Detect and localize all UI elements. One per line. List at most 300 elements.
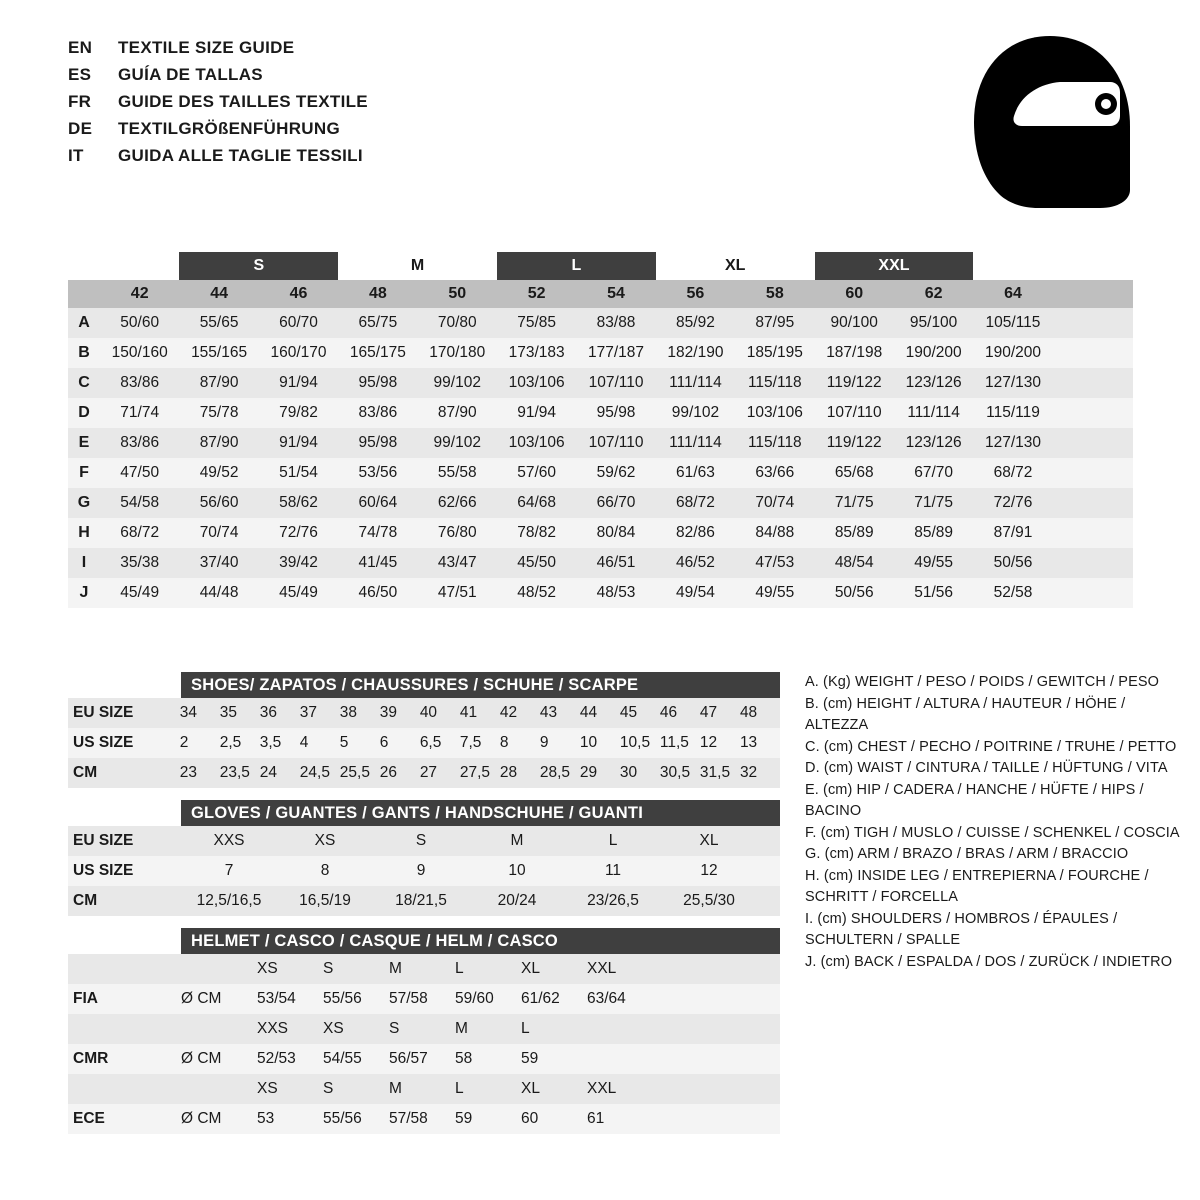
- table-cell: 70/74: [755, 494, 795, 511]
- shoes-cell: 25,5: [339, 764, 370, 781]
- table-cell: 49/55: [755, 584, 795, 601]
- table-cell: 66/70: [596, 494, 636, 511]
- row-label: A: [78, 314, 90, 331]
- header-text-fr: GUIDE DES TAILLES TEXTILE: [118, 92, 368, 111]
- shoes-cell: 10: [579, 734, 598, 751]
- table-cell: 115/118: [747, 434, 802, 451]
- table-cell: 41/45: [358, 554, 398, 571]
- helmet-head-cell: XXS: [257, 1020, 289, 1037]
- helmet-head-cell: S: [323, 1080, 334, 1097]
- helmet-head-cell: M: [389, 960, 402, 977]
- table-cell: 87/90: [199, 374, 239, 391]
- legend-item: I. (cm) SHOULDERS / HOMBROS / ÉPAULES /: [805, 910, 1118, 927]
- table-cell: 46/50: [358, 584, 398, 601]
- table-cell: 103/106: [746, 404, 803, 421]
- helmet-cell: 61/62: [521, 990, 560, 1007]
- spacer: [68, 916, 780, 928]
- header-line: [68, 65, 368, 92]
- legend-item-cont: SCHRITT / FORCELLA: [805, 889, 959, 905]
- header-line: [68, 119, 368, 146]
- group-xxl: XXL: [815, 252, 974, 280]
- shoes-cell: 37: [299, 704, 318, 721]
- shoes-row-eu: [68, 698, 780, 728]
- shoes-cell: 23: [179, 764, 197, 781]
- spacer: [68, 788, 780, 800]
- gloves-cell: 20/24: [497, 892, 537, 909]
- table-cell: 46/51: [596, 554, 636, 571]
- table-cell: 105/115: [985, 314, 1041, 331]
- shoes-cell: 30: [619, 764, 638, 781]
- table-cell: 72/76: [993, 494, 1033, 511]
- shoes-cell: 46: [659, 704, 678, 721]
- gloves-cell: 12,5/16,5: [196, 892, 262, 909]
- shoes-cell: 28: [499, 764, 518, 781]
- size-number-row: [68, 280, 1133, 308]
- header-block: [68, 38, 368, 173]
- table-cell: 65/68: [834, 464, 874, 481]
- shoes-cell: 27,5: [459, 764, 490, 781]
- helmet-head-cell: L: [521, 1020, 530, 1037]
- helmet-cell: 53/54: [257, 990, 296, 1007]
- table-cell: 91/94: [279, 434, 318, 451]
- table-cell: 85/89: [834, 524, 874, 541]
- row-label: G: [77, 494, 91, 511]
- table-cell: 83/86: [120, 434, 160, 451]
- table-cell: 65/75: [358, 314, 398, 331]
- table-cell: 155/165: [191, 344, 248, 361]
- table-row: [68, 488, 1133, 518]
- shoes-section-title: SHOES/ ZAPATOS / CHAUSSURES / SCHUHE / SCARPE: [181, 672, 780, 698]
- helmet-unit: Ø CM: [181, 990, 222, 1007]
- helmet-cell: 59: [455, 1110, 473, 1127]
- shoes-cell: 12: [699, 734, 718, 751]
- group-m: M: [410, 257, 425, 274]
- gloves-cell: 16,5/19: [299, 892, 351, 909]
- gloves-cell: 10: [508, 862, 526, 879]
- table-cell: 72/76: [279, 524, 318, 541]
- table-row: [68, 518, 1133, 548]
- table-cell: 52/58: [993, 584, 1033, 601]
- table-cell: 50/60: [120, 314, 160, 331]
- table-cell: 123/126: [905, 434, 962, 451]
- helmet-head-cell: S: [323, 960, 334, 977]
- table-cell: 150/160: [111, 344, 168, 361]
- helmet-cell: 53: [257, 1110, 275, 1127]
- gloves-row-us: [68, 856, 780, 886]
- group-l: L: [497, 252, 656, 280]
- table-cell: 99/102: [433, 434, 481, 451]
- gloves-row-cm: [68, 886, 780, 916]
- shoes-row-cm: [68, 758, 780, 788]
- helmet-fia-head: [68, 954, 780, 984]
- measurement-legend: [805, 672, 1185, 973]
- helmet-ece-head: [68, 1074, 780, 1104]
- header-line: [68, 92, 368, 119]
- helmet-head-cell: XXL: [587, 1080, 617, 1097]
- helmet-fia-row: [68, 984, 780, 1014]
- table-cell: 75/85: [517, 314, 557, 331]
- table-cell: 95/98: [596, 404, 636, 421]
- shoes-cell: 47: [699, 704, 718, 721]
- shoes-cell: 39: [379, 704, 398, 721]
- shoes-cell: 4: [299, 734, 309, 751]
- size-number: 54: [607, 285, 625, 302]
- table-row: [68, 398, 1133, 428]
- table-cell: 87/91: [993, 524, 1033, 541]
- table-row: [68, 578, 1133, 608]
- helmet-ece-row: [68, 1104, 780, 1134]
- table-cell: 49/52: [199, 464, 239, 481]
- helmet-cmr-row: [68, 1044, 780, 1074]
- helmet-head-cell: L: [455, 1080, 464, 1097]
- shoes-cell: 6: [379, 734, 389, 751]
- row-label: EU SIZE: [73, 704, 134, 721]
- table-cell: 70/74: [199, 524, 239, 541]
- legend-item: F. (cm) TIGH / MUSLO / CUISSE / SCHENKEL / COSCIA: [805, 824, 1180, 841]
- row-label: J: [79, 584, 89, 601]
- helmet-cell: 59: [521, 1050, 539, 1067]
- header-lang-en: EN: [68, 38, 93, 57]
- table-cell: 45/50: [517, 554, 557, 571]
- helmet-cell: 52/53: [257, 1050, 296, 1067]
- helmet-cmr-head: [68, 1014, 780, 1044]
- shoes-cell: 8: [499, 734, 509, 751]
- helmet-cell: 55/56: [323, 1110, 362, 1127]
- table-cell: 57/60: [517, 464, 557, 481]
- gloves-row-eu: [68, 826, 780, 856]
- table-cell: 56/60: [199, 494, 239, 511]
- table-cell: 185/195: [746, 344, 803, 361]
- helmet-cell: 57/58: [389, 1110, 428, 1127]
- group-empty-right: [973, 252, 1052, 280]
- row-label: FIA: [73, 990, 98, 1007]
- header-lang-fr: FR: [68, 92, 92, 111]
- group-xl: XL: [724, 257, 746, 274]
- table-cell: 190/200: [905, 344, 962, 361]
- table-cell: 43/47: [437, 554, 477, 571]
- row-label: CM: [73, 764, 98, 781]
- helmet-cell: 60: [521, 1110, 539, 1127]
- gloves-cell: 7: [224, 862, 234, 879]
- header-text-de: TEXTILGRÖßENFÜHRUNG: [118, 119, 340, 138]
- row-label: US SIZE: [73, 734, 134, 751]
- table-cell: 95/98: [358, 434, 398, 451]
- shoes-cell: 24,5: [299, 764, 330, 781]
- table-cell: 71/74: [120, 404, 160, 421]
- table-cell: 71/75: [834, 494, 874, 511]
- row-label: E: [78, 434, 90, 451]
- helmet-head-cell: XS: [257, 960, 278, 977]
- table-cell: 48/54: [834, 554, 874, 571]
- helmet-head-cell: XS: [323, 1020, 344, 1037]
- table-cell: 80/84: [596, 524, 636, 541]
- table-cell: 64/68: [517, 494, 557, 511]
- shoes-cell: 2: [179, 734, 189, 751]
- table-cell: 82/86: [676, 524, 715, 541]
- shoes-cell: 3,5: [259, 734, 282, 751]
- shoes-cell: 28,5: [539, 764, 571, 781]
- helmet-head-cell: XS: [257, 1080, 278, 1097]
- table-cell: 50/56: [993, 554, 1033, 571]
- table-cell: 75/78: [199, 404, 239, 421]
- size-number: 64: [1004, 285, 1022, 302]
- table-cell: 47/53: [755, 554, 795, 571]
- table-cell: 99/102: [433, 374, 481, 391]
- table-cell: 54/58: [120, 494, 160, 511]
- size-number: 52: [527, 285, 546, 302]
- table-cell: 127/130: [984, 374, 1041, 391]
- gloves-cell: XXS: [213, 832, 245, 849]
- table-cell: 119/122: [826, 434, 882, 451]
- table-cell: 127/130: [984, 434, 1041, 451]
- shoes-row-us: [68, 728, 780, 758]
- size-number: 58: [765, 285, 784, 302]
- shoes-cell: 38: [339, 704, 358, 721]
- table-cell: 59/62: [596, 464, 636, 481]
- helmet-cell: 58: [455, 1050, 473, 1067]
- helmet-head-cell: XXL: [587, 960, 617, 977]
- table-row: [68, 548, 1133, 578]
- size-number: 62: [924, 285, 943, 302]
- helmet-unit: Ø CM: [181, 1050, 222, 1067]
- helmet-cell: 55/56: [323, 990, 362, 1007]
- shoes-cell: 27: [419, 764, 438, 781]
- helmet-cell: 61: [587, 1110, 605, 1127]
- table-cell: 103/106: [508, 374, 565, 391]
- row-label: C: [78, 374, 90, 391]
- header-line: [68, 38, 368, 65]
- size-number: 44: [210, 285, 228, 302]
- shoes-cell: 24: [259, 764, 277, 781]
- table-cell: 55/58: [437, 464, 477, 481]
- shoes-cell: 23,5: [219, 764, 250, 781]
- size-number: 60: [845, 285, 864, 302]
- row-label: F: [79, 464, 89, 481]
- table-cell: 115/119: [986, 404, 1040, 421]
- lower-tables: [68, 672, 780, 1134]
- table-cell: 45/49: [279, 584, 318, 601]
- legend-item: E. (cm) HIP / CADERA / HANCHE / HÜFTE / HIPS / BACINO: [805, 781, 1144, 819]
- shoes-cell: 43: [539, 704, 558, 721]
- table-cell: 37/40: [199, 554, 239, 571]
- table-cell: 91/94: [279, 374, 318, 391]
- table-cell: 107/110: [826, 404, 882, 421]
- table-cell: 187/198: [826, 344, 883, 361]
- table-cell: 68/72: [120, 524, 160, 541]
- table-cell: 85/92: [676, 314, 715, 331]
- shoes-cell: 44: [579, 704, 598, 721]
- table-cell: 111/114: [669, 434, 722, 451]
- table-cell: 60/64: [358, 494, 398, 511]
- table-cell: 83/88: [596, 314, 636, 331]
- legend-item: B. (cm) HEIGHT / ALTURA / HAUTEUR / HÖHE / ALTEZZA: [805, 695, 1126, 733]
- table-cell: 115/118: [747, 374, 802, 391]
- gloves-cell: 12: [700, 862, 718, 879]
- table-cell: 182/190: [667, 344, 724, 361]
- shoes-cell: 10,5: [619, 734, 651, 751]
- table-cell: 87/90: [199, 434, 239, 451]
- shoes-cell: 11,5: [659, 734, 689, 751]
- header-lang-de: DE: [68, 119, 93, 138]
- table-cell: 79/82: [279, 404, 318, 421]
- table-cell: 78/82: [517, 524, 557, 541]
- shoes-cell: 29: [579, 764, 598, 781]
- header-lang-es: ES: [68, 65, 92, 84]
- table-cell: 90/100: [830, 314, 878, 331]
- gloves-cell: M: [510, 832, 524, 849]
- gloves-cell: 8: [320, 862, 330, 879]
- row-label: ECE: [73, 1110, 105, 1127]
- helmet-head-cell: M: [389, 1080, 402, 1097]
- table-cell: 49/55: [914, 554, 953, 571]
- group-spacer: [68, 252, 100, 280]
- row-label: US SIZE: [73, 862, 134, 879]
- table-cell: 123/126: [905, 374, 962, 391]
- helmet-head-cell: S: [389, 1020, 400, 1037]
- table-cell: 107/110: [588, 434, 644, 451]
- table-cell: 58/62: [279, 494, 318, 511]
- table-cell: 177/187: [588, 344, 645, 361]
- helmet-cell: 54/55: [323, 1050, 362, 1067]
- table-cell: 47/51: [437, 584, 477, 601]
- table-row: [68, 308, 1133, 338]
- table-cell: 99/102: [671, 404, 720, 421]
- table-cell: 85/89: [914, 524, 953, 541]
- shoes-cell: 7,5: [459, 734, 482, 751]
- header-text-es: GUÍA DE TALLAS: [118, 65, 263, 84]
- helmet-head-cell: L: [455, 960, 464, 977]
- gloves-cell: L: [608, 832, 618, 849]
- gloves-cell: S: [415, 832, 427, 849]
- table-cell: 53/56: [358, 464, 398, 481]
- helmet-head-cell: XL: [521, 1080, 540, 1097]
- table-cell: 84/88: [755, 524, 795, 541]
- shoes-cell: 48: [739, 704, 758, 721]
- header-text-it: GUIDA ALLE TAGLIE TESSILI: [118, 146, 363, 165]
- table-cell: 68/72: [676, 494, 715, 511]
- table-cell: 70/80: [437, 314, 477, 331]
- group-s: S: [179, 252, 338, 280]
- gloves-cell: 9: [416, 862, 426, 879]
- table-cell: 170/180: [429, 344, 486, 361]
- table-cell: 165/175: [349, 344, 406, 361]
- table-cell: 44/48: [199, 584, 239, 601]
- size-number: 56: [686, 285, 705, 302]
- shoes-cell: 6,5: [419, 734, 442, 751]
- shoes-cell: 40: [419, 704, 438, 721]
- row-label: H: [78, 524, 90, 541]
- table-cell: 48/53: [596, 584, 636, 601]
- table-cell: 87/90: [437, 404, 477, 421]
- shoes-cell: 2,5: [219, 734, 242, 751]
- shoes-cell: 13: [739, 734, 758, 751]
- table-cell: 68/72: [993, 464, 1033, 481]
- table-cell: 74/78: [358, 524, 398, 541]
- shoes-cell: 36: [259, 704, 277, 721]
- table-cell: 160/170: [270, 344, 327, 361]
- table-cell: 76/80: [437, 524, 477, 541]
- table-cell: 48/52: [517, 584, 557, 601]
- legend-item: J. (cm) BACK / ESPALDA / DOS / ZURÜCK / INDIETRO: [805, 953, 1173, 970]
- shoes-cell: 5: [339, 734, 349, 751]
- gloves-cell: 23/26,5: [587, 892, 639, 909]
- table-cell: 60/70: [279, 314, 318, 331]
- shoes-cell: 32: [739, 764, 758, 781]
- legend-item: A. (Kg) WEIGHT / PESO / POIDS / GEWITCH / PESO: [805, 674, 1159, 690]
- table-cell: 87/95: [755, 314, 795, 331]
- header-line: [68, 146, 368, 173]
- helmet-cell: 57/58: [389, 990, 428, 1007]
- gloves-cell: 18/21,5: [395, 892, 447, 909]
- table-cell: 190/200: [984, 344, 1041, 361]
- row-label: B: [78, 344, 90, 361]
- size-number: 48: [368, 285, 387, 302]
- table-cell: 45/49: [120, 584, 160, 601]
- header-text-en: TEXTILE SIZE GUIDE: [118, 38, 295, 57]
- shoes-cell: 35: [219, 704, 237, 721]
- legend-item: H. (cm) INSIDE LEG / ENTREPIERNA / FOURCHE /: [805, 867, 1149, 884]
- header-lang-it: IT: [68, 146, 84, 165]
- table-cell: 35/38: [120, 554, 160, 571]
- helmet-head-cell: XL: [521, 960, 540, 977]
- table-cell: 83/86: [120, 374, 160, 391]
- table-cell: 91/94: [517, 404, 557, 421]
- table-cell: 95/100: [909, 314, 958, 331]
- shoes-cell: 30,5: [659, 764, 691, 781]
- table-cell: 71/75: [914, 494, 953, 511]
- table-cell: 51/56: [914, 584, 953, 601]
- size-number: 42: [130, 285, 149, 302]
- table-cell: 107/110: [588, 374, 644, 391]
- table-cell: 39/42: [279, 554, 318, 571]
- row-label: I: [81, 554, 87, 571]
- table-cell: 103/106: [508, 434, 565, 451]
- legend-item: G. (cm) ARM / BRAZO / BRAS / ARM / BRACCIO: [805, 846, 1129, 862]
- legend-item: C. (cm) CHEST / PECHO / POITRINE / TRUHE / PETTO: [805, 738, 1177, 755]
- racing-helmet-icon: [960, 30, 1140, 215]
- legend-item-cont: SCHULTERN / SPALLE: [805, 932, 961, 948]
- gloves-cell: XL: [699, 832, 719, 849]
- table-cell: 63/66: [755, 464, 795, 481]
- table-cell: 119/122: [826, 374, 882, 391]
- table-cell: 111/114: [669, 374, 722, 391]
- size-group-row: [68, 252, 1133, 280]
- shoes-cell: 26: [379, 764, 398, 781]
- shoes-cell: 9: [539, 734, 549, 751]
- table-cell: 47/50: [120, 464, 160, 481]
- row-label: D: [78, 404, 90, 421]
- group-empty-left: [100, 252, 179, 280]
- legend-item: D. (cm) WAIST / CINTURA / TAILLE / HÜFTUNG / VITA: [805, 760, 1168, 776]
- size-number: 50: [448, 285, 467, 302]
- table-cell: 111/114: [907, 404, 960, 421]
- num-spacer: [68, 280, 100, 308]
- helmet-head-cell: M: [455, 1020, 468, 1037]
- row-label: CM: [73, 892, 98, 909]
- helmet-cell: 59/60: [455, 990, 494, 1007]
- table-row: [68, 458, 1133, 488]
- shoes-cell: 31,5: [699, 764, 731, 781]
- helmet-unit: Ø CM: [181, 1110, 222, 1127]
- helmet-cell: 63/64: [587, 990, 626, 1007]
- table-cell: 49/54: [676, 584, 715, 601]
- textile-size-table: [68, 252, 1133, 608]
- table-cell: 67/70: [914, 464, 953, 481]
- gloves-section-title: GLOVES / GUANTES / GANTS / HANDSCHUHE / GUANTI: [181, 800, 780, 826]
- shoes-cell: 41: [459, 704, 478, 721]
- table-row: [68, 428, 1133, 458]
- table-cell: 50/56: [834, 584, 874, 601]
